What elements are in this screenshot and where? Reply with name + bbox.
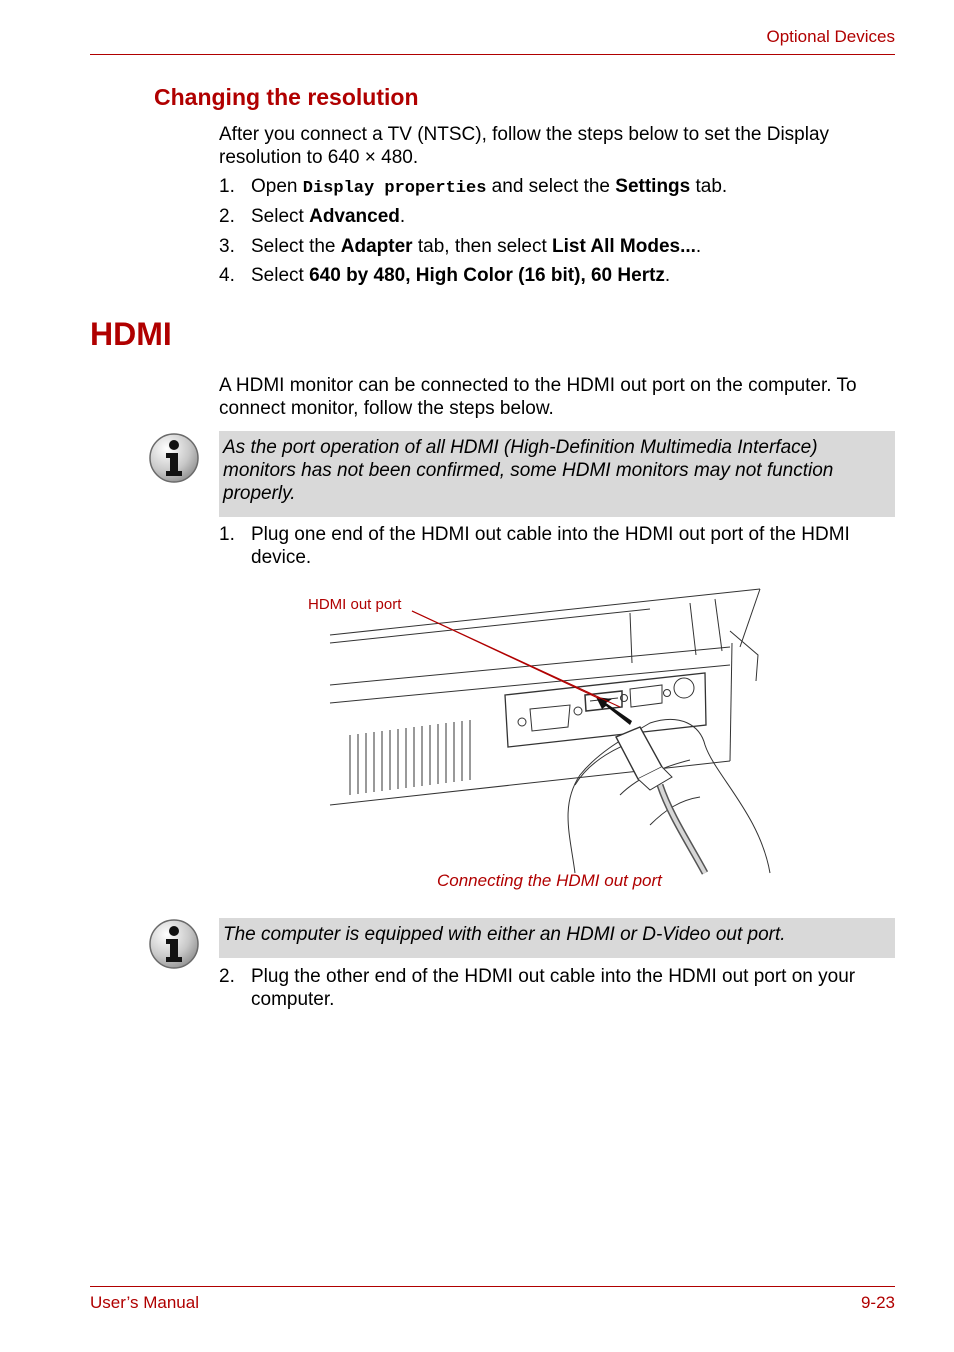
step-text: Select 640 by 480, High Color (16 bit), 60 Hertz. xyxy=(251,265,671,286)
footer-manual-title: User’s Manual xyxy=(90,1293,199,1312)
step-text: Plug one end of the HDMI out cable into the HDMI out port of the HDMI device. xyxy=(251,524,850,568)
resolution-step-2 xyxy=(219,205,895,228)
info-icon xyxy=(148,432,200,484)
code-text: Display properties xyxy=(302,179,487,198)
hdmi-connection-illustration xyxy=(320,585,780,880)
step-number: 2. xyxy=(219,206,235,227)
step-number: 4. xyxy=(219,265,235,286)
resolution-intro: After you connect a TV (NTSC), follow the steps below to set the Display resolution to 640 × 480. xyxy=(219,124,830,168)
step-number: 2. xyxy=(219,966,235,987)
note-box: The computer is equipped with either an HDMI or D-Video out port. xyxy=(219,918,895,958)
info-icon xyxy=(148,918,200,970)
footer-rule xyxy=(90,1286,895,1287)
section-heading-resolution: Changing the resolution xyxy=(154,84,419,110)
step-text: Select the Adapter tab, then select List All Modes.... xyxy=(251,236,702,257)
hdmi-intro: A HDMI monitor can be connected to the HDMI out port on the computer. To connect monitor, follow the steps below. xyxy=(219,375,857,419)
step-number: 1. xyxy=(219,524,235,545)
step-number: 3. xyxy=(219,236,235,257)
step-text: Plug the other end of the HDMI out cable into the HDMI out port on your computer. xyxy=(251,966,856,1010)
step-number: 1. xyxy=(219,176,235,197)
hdmi-step-1 xyxy=(219,523,895,569)
resolution-step-1 xyxy=(219,175,895,200)
header-rule xyxy=(90,54,895,55)
step-text: Select Advanced. xyxy=(251,206,406,227)
hdmi-step-2 xyxy=(219,965,895,1011)
step-text: Open Display properties and select the Settings tab. xyxy=(251,176,728,198)
section-heading-hdmi: HDMI xyxy=(90,316,172,352)
resolution-step-4 xyxy=(219,264,895,287)
footer-page-number: 9-23 xyxy=(860,1293,895,1312)
figure-caption: Connecting the HDMI out port xyxy=(437,871,662,890)
note-box: As the port operation of all HDMI (High-Definition Multimedia Interface) monitors has not been confirmed, some HDMI monitors may not function properly. xyxy=(219,431,895,517)
figure-callout-label: HDMI out port xyxy=(308,596,402,613)
resolution-step-3 xyxy=(219,235,895,258)
running-header: Optional Devices xyxy=(766,27,895,46)
